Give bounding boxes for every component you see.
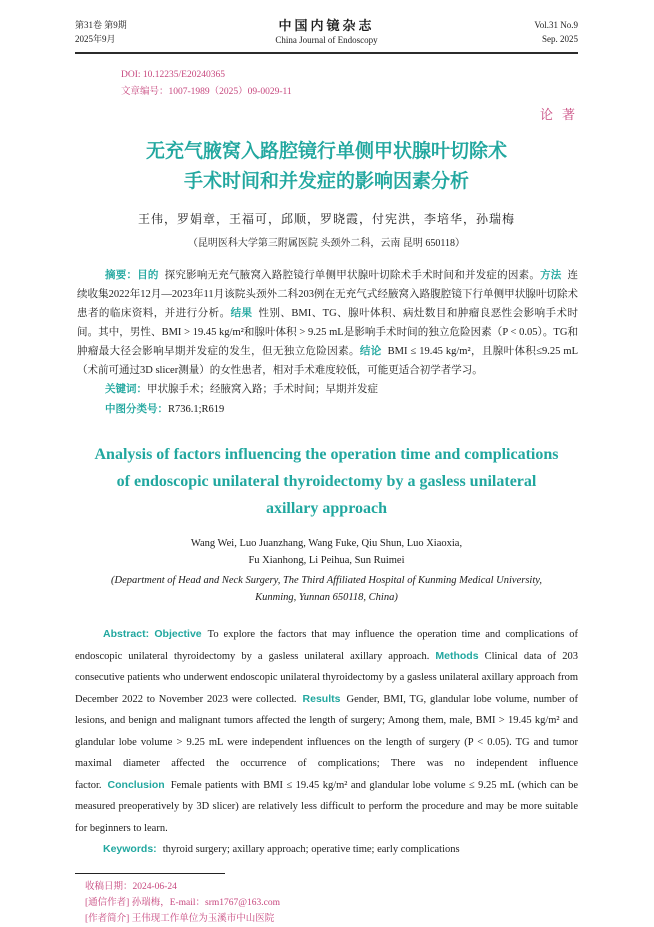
masthead-right (458, 18, 578, 46)
clc-line (77, 400, 578, 420)
results-text-en: Gender, BMI, TG, glandular lobe volume, number of lesions, and benign and malignant tumors affected the length of surgery; Among them, male, BMI > 19.45 kg/m² and glandular lobe volume > 9.25 mL were independent influences on the length of surgery (P < 0.05). TG and tumor maximal diameter affected the occurrence of complications; There was no independent influence factor. (75, 693, 578, 791)
keywords-line-cn (77, 380, 578, 400)
clc-number: R736.1;R619 (168, 403, 225, 415)
keywords-line-en (75, 839, 578, 861)
affiliation-en-line1: (Department of Head and Neck Surgery, The Third Affiliated Hospital of Kunming Medical University, (111, 575, 542, 586)
masthead-left (75, 18, 195, 46)
abstract-cn-paragraph (77, 266, 578, 380)
journal-volume-cn: 第31卷 第9期 (75, 20, 127, 30)
journal-name-en: China Journal of Endoscopy (275, 35, 378, 45)
results-label-cn: 结果 (230, 307, 253, 319)
article-type-badge: 论著 (539, 107, 584, 122)
journal-volume-en: Vol.31 No.9 (534, 20, 578, 30)
authors-en-line1: Wang Wei, Luo Juanzhang, Wang Fuke, Qiu Shun, Luo Xiaoxia, (190, 538, 463, 549)
conclusion-label-en: Conclusion (107, 778, 165, 791)
affiliation-en-line2: Kunming, Yunnan 650118, China) (255, 592, 398, 603)
results-text-cn: 性别、BMI、TG、腺叶体积、病灶数目和肿瘤良恶性会影响手术时间。其中，男性、BMI > 19.45 kg/m²和腺叶体积 > 9.25 mL是影响手术时间的独立危险因素（P < 0.05）。TG和肿瘤最大径会影响早期并发症的发生，但无独立危险因素。 (77, 308, 578, 357)
article-title-en-line1: Analysis of factors influencing the operation time and complications (94, 446, 559, 463)
keywords-en: thyroid surgery; axillary approach; operative time; early complications (162, 844, 460, 855)
article-title-en-line3: axillary approach (265, 500, 388, 517)
objective-text-cn: 探究影响无充气腋窝入路腔镜行单侧甲状腺叶切除术手术时间和并发症的因素。 (164, 270, 541, 281)
authors-en (75, 535, 578, 569)
abstract-cn (77, 266, 578, 419)
abstract-label-cn: 摘要： (105, 269, 138, 281)
affiliation-en (75, 572, 578, 606)
footnote-rule (75, 873, 225, 874)
doi-text: DOI: 10.12235/E20240365 (121, 70, 225, 80)
conclusion-text-cn: BMI ≤ 19.45 kg/m²，且腺叶体积≤9.25 mL（术前可通过3D slicer测量）的女性患者，相对手术难度较低，可能更适合初学者学习。 (77, 346, 578, 376)
clc-label: 中图分类号： (105, 402, 168, 415)
conclusion-text-en: Female patients with BMI ≤ 19.45 kg/m² and glandular lobe volume ≤ 9.25 mL (which can be measured preoperatively by 3D slicer) are relatively less difficult to perform the procedure and may be more suitable for beginners to learn. (75, 779, 578, 834)
article-title-en-line2: of endoscopic unilateral thyroidectomy by a gasless unilateral (116, 473, 537, 490)
affiliation-cn: （昆明医科大学第三附属医院 头颈外二科，云南 昆明 650118） (187, 238, 466, 249)
methods-label-en: Methods (435, 649, 479, 662)
footnote-corresponding-author: [通信作者] 孙瑞梅，E-mail：srm1767@163.com (85, 897, 281, 908)
article-title-cn-line1: 无充气腋窝入路腔镜行单侧甲状腺叶切除术 (145, 141, 507, 162)
conclusion-label-cn: 结论 (359, 345, 382, 357)
masthead-center (195, 18, 458, 47)
methods-text-en: Clinical data of 203 consecutive patients who underwent endoscopic unilateral thyroidectomy by a gasless unilateral axillary approach from December 2022 to November 2023 were collected. (75, 650, 578, 705)
article-meta (75, 67, 584, 122)
keywords-label-cn: 关键词： (105, 383, 147, 395)
footnote-lines (75, 879, 578, 927)
abstract-en-paragraph (75, 624, 578, 839)
article-number: 文章编号：1007-1989（2025）09-0029-11 (121, 87, 292, 97)
article-meta-left (121, 67, 578, 101)
article-title-cn (75, 137, 578, 197)
methods-label-cn: 方法 (540, 269, 562, 281)
masthead-rule (75, 52, 578, 54)
abstract-en (75, 624, 578, 861)
results-label-en: Results (302, 692, 341, 705)
abstract-label-en: Abstract: Objective (103, 628, 202, 640)
journal-date-en: Sep. 2025 (542, 34, 578, 44)
methods-text-cn: 连续收集2022年12月—2023年11月该院头颈外二科203例在无充气式经腋窝入路腹腔镜下行单侧甲状腺叶切除术患者的临床资料，并进行分析。 (77, 270, 579, 319)
journal-date-cn: 2025年9月 (75, 34, 116, 44)
footnote (75, 873, 578, 927)
article-title-en (75, 441, 578, 522)
authors-en-line2: Fu Xianhong, Li Peihua, Sun Ruimei (248, 555, 405, 566)
keywords-label-en: Keywords: (103, 843, 157, 855)
objective-text-en: To explore the factors that may influence the operation time and complications of endoscopic unilateral thyroidectomy by a gasless unilateral axillary approach. (75, 629, 578, 662)
journal-name-cn: 中国内镜杂志 (278, 18, 375, 33)
footnote-author-bio: [作者简介] 王伟现工作单位为玉溪市中山医院 (85, 913, 275, 924)
article-title-cn-line2: 手术时间和并发症的影响因素分析 (183, 171, 469, 192)
masthead (75, 18, 578, 47)
footnote-received-date: 收稿日期：2024-06-24 (85, 881, 177, 892)
objective-label-cn: 目的 (137, 269, 159, 281)
authors-cn: 王伟，罗娟章，王福可，邱顺，罗晓霞，付宪洪，李培华，孙瑞梅 (137, 212, 515, 226)
keywords-cn: 甲状腺手术；经腋窝入路；手术时间；早期并发症 (147, 384, 378, 395)
